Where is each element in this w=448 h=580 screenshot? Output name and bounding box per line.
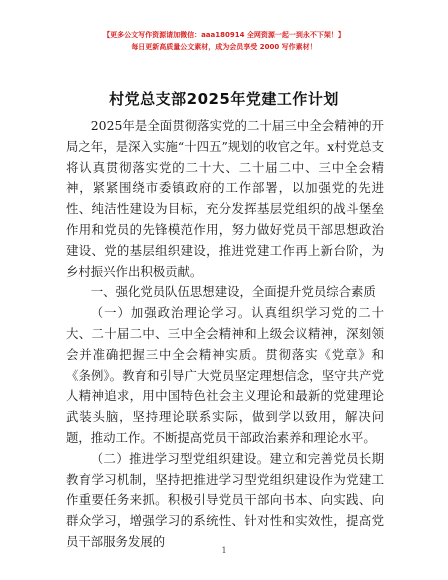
promo-banner-line-1: 【更多公文写作资源请加微信：aaa180914 全网资源一起一到永不下架！】 [103, 31, 345, 39]
subsection-paragraph-1: （一）加强政治理论学习。认真组织学习党的二十大、二十届二中、三中全会精神和上级会议精神，深刻领会并准确把握三中全会精神实质。贯彻落实《党章》和《条例》。教育和引导广大党员坚定理想信念，坚守共产党人精神追求，用中国特色社会主义理论和最新的党建理论武装头脑，坚持理论联系实际，做到学以致用，解决问题，推动工作。不断提高党员干部政治素养和理论水平。 [66, 305, 384, 445]
subsection-paragraph-2: （二）推进学习型党组织建设。建立和完善党员长期教育学习机制，坚持把推进学习型党组织建设作为党建工作重要任务来抓。积极引导党员干部向书本、向实践、向群众学习，增强学习的系统性、针对性和实效性，提高党员干部服务发展的 [66, 450, 384, 549]
section-heading-1: 一、强化党员队伍思想建设，全面提升党员综合素质 [90, 284, 376, 300]
document-body [66, 116, 384, 553]
document-title: 村党总支部2025年党建工作计划 [109, 90, 339, 108]
page-number: 1 [221, 546, 227, 555]
promo-banner-line-2: 每日更新高质量公文素材，成为会员享受 2000 写作素材！ [131, 43, 317, 51]
intro-paragraph: 2025年是全面贯彻落实党的二十届三中全会精神的开局之年，是深入实施“十四五”规划的收官之年。x村党总支将认真贯彻落实党的二十大、二十届二中、三中全会精神，紧紧围绕市委镇政府的工作部署，以加强党的先进性、纯洁性建设为目标，充分发挥基层党组织的战斗堡垒作用和党员的先锋模范作用，努力做好党员干部思想政治建设、党的基层组织建设，推进党建工作再上新台阶，为乡村振兴作出积极贡献。 [66, 118, 384, 279]
